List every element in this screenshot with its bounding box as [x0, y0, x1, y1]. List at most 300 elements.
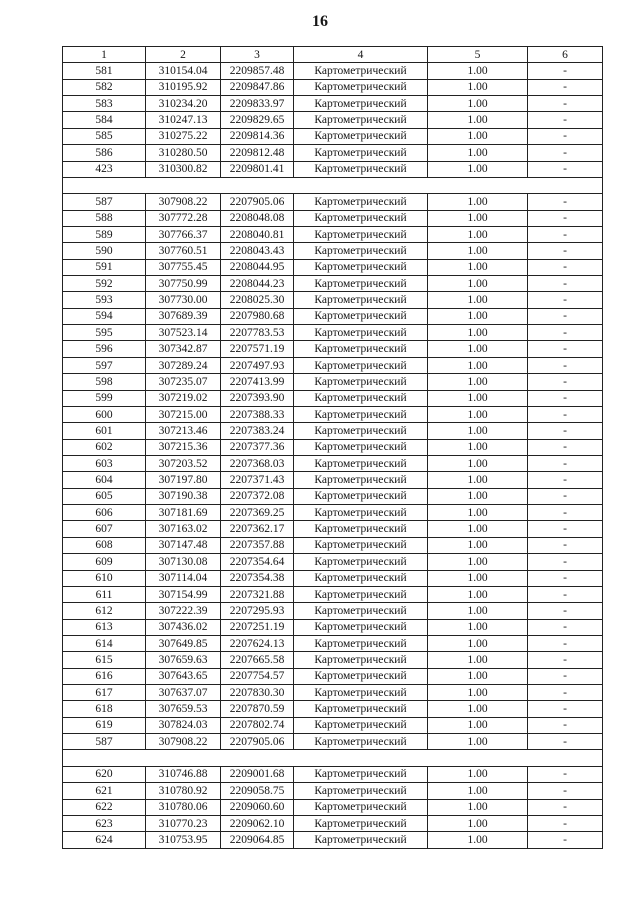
table-cell: Картометрический — [294, 766, 428, 782]
table-cell: Картометрический — [294, 226, 428, 242]
table-row — [63, 439, 603, 455]
table-cell: 590 — [63, 243, 146, 259]
table-cell: Картометрический — [294, 652, 428, 668]
table-cell: - — [528, 586, 603, 602]
table-cell: - — [528, 96, 603, 112]
table-row — [63, 685, 603, 701]
table-row — [63, 799, 603, 815]
table-cell: 2207497.93 — [221, 357, 294, 373]
table-cell: - — [528, 635, 603, 651]
table-cell: 1.00 — [428, 766, 528, 782]
table-cell: Картометрический — [294, 259, 428, 275]
table-cell: 310780.92 — [146, 783, 221, 799]
table-cell: Картометрический — [294, 423, 428, 439]
table-cell: 1.00 — [428, 128, 528, 144]
table-row — [63, 63, 603, 79]
table-cell: 1.00 — [428, 325, 528, 341]
table-cell: 1.00 — [428, 243, 528, 259]
table-cell: 2208043.43 — [221, 243, 294, 259]
table-cell: 307181.69 — [146, 505, 221, 521]
table-cell: Картометрический — [294, 292, 428, 308]
table-cell: 2207357.88 — [221, 537, 294, 553]
table-cell: 618 — [63, 701, 146, 717]
table-cell: Картометрический — [294, 96, 428, 112]
table-cell: 307824.03 — [146, 717, 221, 733]
table-row — [63, 554, 603, 570]
table-cell: 307766.37 — [146, 226, 221, 242]
table-cell: 2207295.93 — [221, 603, 294, 619]
table-cell: - — [528, 79, 603, 95]
table-cell: 616 — [63, 668, 146, 684]
table-row — [63, 341, 603, 357]
table-row — [63, 226, 603, 242]
table-cell: 2209847.86 — [221, 79, 294, 95]
table-cell: 2209058.75 — [221, 783, 294, 799]
table-cell: 2209829.65 — [221, 112, 294, 128]
table-cell: Картометрический — [294, 439, 428, 455]
table-cell: 1.00 — [428, 668, 528, 684]
table-cell: 1.00 — [428, 783, 528, 799]
table-cell: Картометрический — [294, 128, 428, 144]
table-row — [63, 734, 603, 750]
table-row — [63, 276, 603, 292]
table-cell: 1.00 — [428, 603, 528, 619]
table-cell — [428, 177, 528, 193]
table-cell: - — [528, 423, 603, 439]
table-cell — [146, 177, 221, 193]
table-cell — [528, 750, 603, 766]
table-row — [63, 488, 603, 504]
table-cell: Картометрический — [294, 390, 428, 406]
table-row — [63, 472, 603, 488]
table-cell: Картометрический — [294, 357, 428, 373]
table-cell: Картометрический — [294, 717, 428, 733]
table-cell: 1.00 — [428, 815, 528, 831]
table-cell: 2207571.19 — [221, 341, 294, 357]
table-cell: 307213.46 — [146, 423, 221, 439]
table-cell: 1.00 — [428, 439, 528, 455]
table-cell: 307130.08 — [146, 554, 221, 570]
table-row — [63, 194, 603, 210]
table-cell: Картометрический — [294, 112, 428, 128]
table-cell: 608 — [63, 537, 146, 553]
table-cell: - — [528, 603, 603, 619]
table-cell: 587 — [63, 734, 146, 750]
table-row — [63, 619, 603, 635]
table-cell: 307147.48 — [146, 537, 221, 553]
table-cell: 624 — [63, 832, 146, 848]
table-cell: - — [528, 521, 603, 537]
table-row — [63, 570, 603, 586]
table-header-row — [63, 47, 603, 63]
table-cell: 1.00 — [428, 635, 528, 651]
table-cell: 1.00 — [428, 374, 528, 390]
table-cell: 609 — [63, 554, 146, 570]
table-cell: - — [528, 308, 603, 324]
table-cell: Картометрический — [294, 554, 428, 570]
table-cell: 1.00 — [428, 259, 528, 275]
table-cell: 589 — [63, 226, 146, 242]
table-cell: 2209062.10 — [221, 815, 294, 831]
table-cell: 307637.07 — [146, 685, 221, 701]
table-cell: 310780.06 — [146, 799, 221, 815]
table-row — [63, 308, 603, 324]
table-cell: - — [528, 357, 603, 373]
table-cell: 423 — [63, 161, 146, 177]
table-row-separator — [63, 177, 603, 193]
table-cell: 1.00 — [428, 521, 528, 537]
table-cell: 613 — [63, 619, 146, 635]
coordinates-table — [62, 46, 603, 849]
table-body — [63, 47, 603, 849]
table-cell: 2207354.38 — [221, 570, 294, 586]
table-cell: 587 — [63, 194, 146, 210]
table-cell: 2207383.24 — [221, 423, 294, 439]
table-cell: 1.00 — [428, 734, 528, 750]
table-cell: 1.00 — [428, 717, 528, 733]
table-row — [63, 652, 603, 668]
table-cell: 307755.45 — [146, 259, 221, 275]
table-cell: - — [528, 717, 603, 733]
table-cell: 2209001.68 — [221, 766, 294, 782]
table-cell: - — [528, 259, 603, 275]
table-cell: 2208044.95 — [221, 259, 294, 275]
table-row — [63, 243, 603, 259]
table-cell: - — [528, 472, 603, 488]
table-cell: 1.00 — [428, 226, 528, 242]
table-cell: 1.00 — [428, 145, 528, 161]
table-cell: 604 — [63, 472, 146, 488]
table-cell: Картометрический — [294, 685, 428, 701]
table-cell: Картометрический — [294, 619, 428, 635]
table-cell: 307659.53 — [146, 701, 221, 717]
table-cell: 2207368.03 — [221, 455, 294, 471]
table-cell: 307197.80 — [146, 472, 221, 488]
column-header: 5 — [428, 47, 528, 63]
table-row — [63, 406, 603, 422]
table-cell: 310154.04 — [146, 63, 221, 79]
table-cell: 307163.02 — [146, 521, 221, 537]
table-cell: - — [528, 668, 603, 684]
table-cell: 607 — [63, 521, 146, 537]
table-cell: 1.00 — [428, 570, 528, 586]
table-row — [63, 374, 603, 390]
table-cell: Картометрический — [294, 603, 428, 619]
table-cell: - — [528, 128, 603, 144]
table-cell: 307114.04 — [146, 570, 221, 586]
table-cell: 1.00 — [428, 685, 528, 701]
table-cell: 581 — [63, 63, 146, 79]
table-cell: Картометрический — [294, 586, 428, 602]
column-header: 1 — [63, 47, 146, 63]
table-cell: 586 — [63, 145, 146, 161]
table-cell: 2207413.99 — [221, 374, 294, 390]
table-cell: 1.00 — [428, 63, 528, 79]
table-cell — [528, 177, 603, 193]
table-cell: Картометрический — [294, 276, 428, 292]
table-cell: 1.00 — [428, 292, 528, 308]
table-row — [63, 210, 603, 226]
table-row — [63, 96, 603, 112]
table-cell: 307215.36 — [146, 439, 221, 455]
table-cell: Картометрический — [294, 734, 428, 750]
table-cell: 1.00 — [428, 652, 528, 668]
table-cell: Картометрический — [294, 505, 428, 521]
table-cell: Картометрический — [294, 341, 428, 357]
table-cell: Картометрический — [294, 570, 428, 586]
table-cell: 2208044.23 — [221, 276, 294, 292]
table-cell: Картометрический — [294, 521, 428, 537]
table-cell: 2207372.08 — [221, 488, 294, 504]
table-cell: 310280.50 — [146, 145, 221, 161]
table-cell: 2209064.85 — [221, 832, 294, 848]
table-row — [63, 603, 603, 619]
table-cell: 614 — [63, 635, 146, 651]
table-cell: Картометрический — [294, 243, 428, 259]
table-cell: 1.00 — [428, 586, 528, 602]
table-cell: 2207369.25 — [221, 505, 294, 521]
table-cell: 1.00 — [428, 406, 528, 422]
table-cell: 2209833.97 — [221, 96, 294, 112]
table-cell: 2209814.36 — [221, 128, 294, 144]
table-cell: 310247.13 — [146, 112, 221, 128]
table-cell: 598 — [63, 374, 146, 390]
table-row — [63, 128, 603, 144]
table-cell: 307215.00 — [146, 406, 221, 422]
table-cell: 307649.85 — [146, 635, 221, 651]
table-cell: 307523.14 — [146, 325, 221, 341]
table-cell: 593 — [63, 292, 146, 308]
table-cell: 2207830.30 — [221, 685, 294, 701]
table-cell: 2207754.57 — [221, 668, 294, 684]
table-row — [63, 423, 603, 439]
table-cell: - — [528, 685, 603, 701]
table-cell: Картометрический — [294, 325, 428, 341]
table-cell: 2208048.08 — [221, 210, 294, 226]
table-cell: - — [528, 341, 603, 357]
table-cell: 1.00 — [428, 488, 528, 504]
table-cell: 1.00 — [428, 799, 528, 815]
table-cell: 2207377.36 — [221, 439, 294, 455]
table-cell — [428, 750, 528, 766]
table-row — [63, 357, 603, 373]
table-cell: 606 — [63, 505, 146, 521]
table-cell: - — [528, 783, 603, 799]
table-cell — [221, 750, 294, 766]
table-cell: - — [528, 374, 603, 390]
table-cell: 1.00 — [428, 96, 528, 112]
table-cell: Картометрический — [294, 635, 428, 651]
table-cell: 2207388.33 — [221, 406, 294, 422]
table-cell: 2207251.19 — [221, 619, 294, 635]
column-header: 4 — [294, 47, 428, 63]
table-cell: 2208025.30 — [221, 292, 294, 308]
table-cell: 612 — [63, 603, 146, 619]
table-cell: - — [528, 406, 603, 422]
table-row — [63, 521, 603, 537]
table-row — [63, 505, 603, 521]
table-cell: 1.00 — [428, 276, 528, 292]
table-cell: - — [528, 619, 603, 635]
table-cell: 584 — [63, 112, 146, 128]
table-cell — [294, 750, 428, 766]
table-cell: 1.00 — [428, 194, 528, 210]
table-cell: 1.00 — [428, 308, 528, 324]
table-cell: Картометрический — [294, 668, 428, 684]
table-cell — [221, 177, 294, 193]
table-cell: Картометрический — [294, 374, 428, 390]
table-cell: 310746.88 — [146, 766, 221, 782]
table-cell: 310300.82 — [146, 161, 221, 177]
table-cell: 307289.24 — [146, 357, 221, 373]
table-cell: Картометрический — [294, 79, 428, 95]
table-cell: 1.00 — [428, 537, 528, 553]
table-cell: 601 — [63, 423, 146, 439]
table-cell: 2209812.48 — [221, 145, 294, 161]
table-cell: 307730.00 — [146, 292, 221, 308]
table-cell: 588 — [63, 210, 146, 226]
table-cell: 595 — [63, 325, 146, 341]
table-cell — [146, 750, 221, 766]
table-cell: - — [528, 832, 603, 848]
table-cell: 602 — [63, 439, 146, 455]
table-cell: - — [528, 766, 603, 782]
column-header: 3 — [221, 47, 294, 63]
table-cell: - — [528, 243, 603, 259]
table-cell: 2207362.17 — [221, 521, 294, 537]
table-cell: 583 — [63, 96, 146, 112]
table-cell: 1.00 — [428, 455, 528, 471]
table-cell: 2207371.43 — [221, 472, 294, 488]
table-cell: - — [528, 112, 603, 128]
table-cell: 1.00 — [428, 423, 528, 439]
table-cell: Картометрический — [294, 194, 428, 210]
table-cell: 310770.23 — [146, 815, 221, 831]
table-cell: Картометрический — [294, 832, 428, 848]
table-cell: 310753.95 — [146, 832, 221, 848]
table-cell: 2207393.90 — [221, 390, 294, 406]
table-cell: 2208040.81 — [221, 226, 294, 242]
table-row — [63, 635, 603, 651]
table-cell: Картометрический — [294, 799, 428, 815]
table-row — [63, 701, 603, 717]
table-row — [63, 259, 603, 275]
table-cell: 2209060.60 — [221, 799, 294, 815]
table-cell: 600 — [63, 406, 146, 422]
table-cell: 2207665.58 — [221, 652, 294, 668]
table-cell: 1.00 — [428, 390, 528, 406]
table-cell: 310275.22 — [146, 128, 221, 144]
table-cell: 594 — [63, 308, 146, 324]
table-row — [63, 455, 603, 471]
table-cell: 603 — [63, 455, 146, 471]
table-cell: 1.00 — [428, 79, 528, 95]
table-cell: 307760.51 — [146, 243, 221, 259]
table-cell: 1.00 — [428, 161, 528, 177]
column-header: 6 — [528, 47, 603, 63]
table-cell: 2207905.06 — [221, 734, 294, 750]
page-number: 16 — [312, 13, 328, 30]
table-cell: 597 — [63, 357, 146, 373]
table-cell: Картометрический — [294, 63, 428, 79]
table-cell: 307235.07 — [146, 374, 221, 390]
table-cell: 1.00 — [428, 832, 528, 848]
table-cell: 591 — [63, 259, 146, 275]
table-row — [63, 586, 603, 602]
table-cell: 1.00 — [428, 112, 528, 128]
table-cell: 307908.22 — [146, 734, 221, 750]
table-row — [63, 79, 603, 95]
table-cell: - — [528, 226, 603, 242]
table-cell — [63, 177, 146, 193]
table-cell: 1.00 — [428, 341, 528, 357]
table-cell: Картометрический — [294, 815, 428, 831]
table-cell: 2207980.68 — [221, 308, 294, 324]
table-row — [63, 112, 603, 128]
table-cell: - — [528, 63, 603, 79]
table-cell: 307154.99 — [146, 586, 221, 602]
table-cell: 2207354.64 — [221, 554, 294, 570]
table-row — [63, 815, 603, 831]
table-cell: 582 — [63, 79, 146, 95]
table-cell: 1.00 — [428, 357, 528, 373]
table-cell: 622 — [63, 799, 146, 815]
table-row — [63, 832, 603, 848]
table-cell: 307750.99 — [146, 276, 221, 292]
table-cell: - — [528, 439, 603, 455]
table-row-separator — [63, 750, 603, 766]
table-cell: Картометрический — [294, 472, 428, 488]
table-cell: 307436.02 — [146, 619, 221, 635]
table-cell: 307908.22 — [146, 194, 221, 210]
table-cell: 621 — [63, 783, 146, 799]
table-cell: 307222.39 — [146, 603, 221, 619]
table-cell: 307659.63 — [146, 652, 221, 668]
table-cell: 2209857.48 — [221, 63, 294, 79]
table-cell: - — [528, 701, 603, 717]
table-cell — [294, 177, 428, 193]
table-cell: Картометрический — [294, 210, 428, 226]
table-row — [63, 390, 603, 406]
table-row — [63, 161, 603, 177]
table-cell: 307342.87 — [146, 341, 221, 357]
table-cell: - — [528, 145, 603, 161]
table-cell: Картометрический — [294, 455, 428, 471]
table-cell — [63, 750, 146, 766]
table-cell: 2207783.53 — [221, 325, 294, 341]
table-cell: 592 — [63, 276, 146, 292]
table-cell: 615 — [63, 652, 146, 668]
table-cell: - — [528, 734, 603, 750]
table-cell: 1.00 — [428, 554, 528, 570]
table-cell: 1.00 — [428, 472, 528, 488]
table-cell: 2207624.13 — [221, 635, 294, 651]
table-cell: 1.00 — [428, 505, 528, 521]
table-cell: 307190.38 — [146, 488, 221, 504]
table-cell: Картометрический — [294, 537, 428, 553]
table-cell: 599 — [63, 390, 146, 406]
table-cell: 610 — [63, 570, 146, 586]
table-cell: - — [528, 455, 603, 471]
table-cell: 620 — [63, 766, 146, 782]
table-cell: 307203.52 — [146, 455, 221, 471]
table-cell: 596 — [63, 341, 146, 357]
table-cell: 2207905.06 — [221, 194, 294, 210]
table-cell: - — [528, 554, 603, 570]
table-cell: 585 — [63, 128, 146, 144]
table-cell: Картометрический — [294, 308, 428, 324]
table-cell: Картометрический — [294, 783, 428, 799]
